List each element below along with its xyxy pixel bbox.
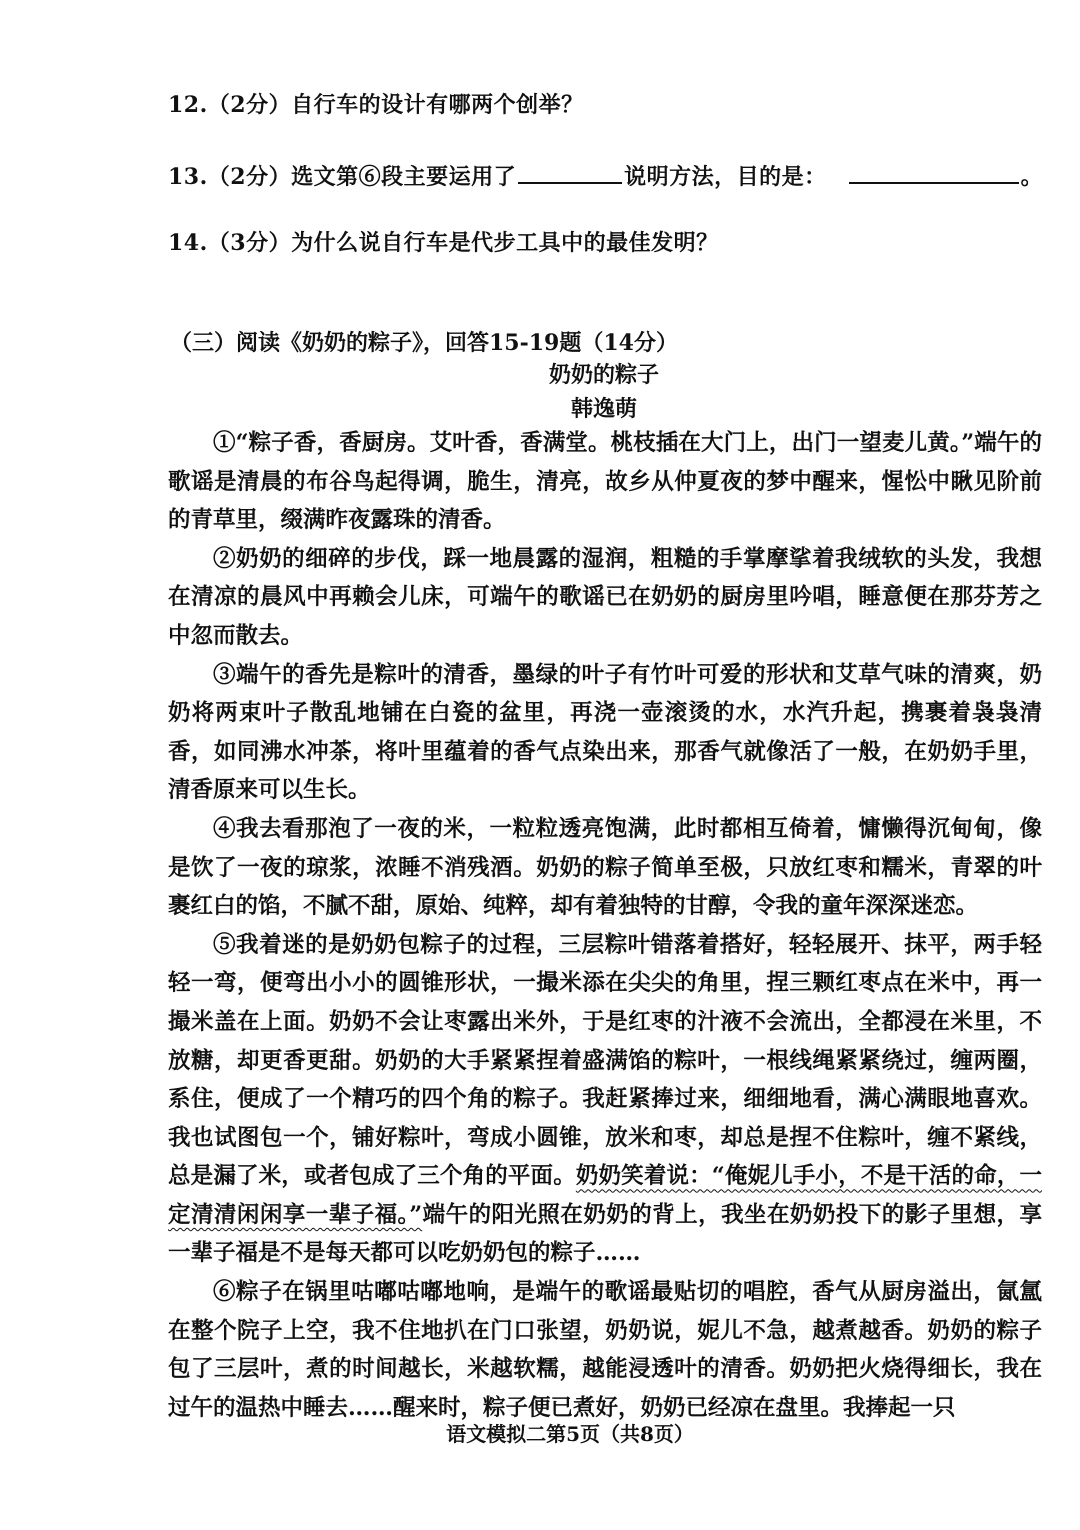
question-14-text: 14.（3分）为什么说自行车是代步工具中的最佳发明？ bbox=[168, 230, 719, 256]
answer-blank-purpose[interactable] bbox=[849, 160, 1019, 184]
page-footer: 语文模拟二第5页（共8页） bbox=[446, 1422, 694, 1446]
question-12 bbox=[168, 88, 584, 119]
underlined-quote: 奶奶笑着说：“俺妮儿手小，不是干活的命，一定清清闲闲享一辈子福。” bbox=[168, 1163, 1042, 1228]
article-title: 奶奶的粽子 bbox=[548, 362, 659, 388]
paragraph-5 bbox=[168, 926, 1042, 1273]
question-12-text: 12.（2分）自行车的设计有哪两个创举？ bbox=[168, 92, 584, 118]
question-14 bbox=[168, 226, 719, 257]
article-body bbox=[168, 424, 1042, 1427]
question-13-text-middle: 说明方法，目的是： bbox=[624, 164, 827, 190]
article-author: 韩逸萌 bbox=[570, 396, 637, 422]
paragraph-1: ①“粽子香，香厨房。艾叶香，香满堂。桃枝插在大门上，出门一望麦儿黄。”端午的歌谣是清晨的布谷鸟起得调，脆生，清亮，故乡从仲夏夜的梦中醒来，惺忪中瞅见阶前的青草里，缀满昨夜露珠的清香。 bbox=[168, 430, 1042, 534]
question-13 bbox=[168, 160, 1043, 191]
answer-blank-method[interactable] bbox=[518, 160, 622, 184]
paragraph-6: ⑥粽子在锅里咕嘟咕嘟地响，是端午的歌谣最贴切的唱腔，香气从厨房溢出，氤氲在整个院子上空，我不住地扒在门口张望，奶奶说，妮儿不急，越煮越香。奶奶的粽子包了三层叶，煮的时间越长，米越软糯，越能浸透叶的清香。奶奶把火烧得细长，我在过午的温热中睡去……醒来时，粽子便已煮好，奶奶已经凉在盘里。我捧起一只 bbox=[168, 1279, 1042, 1421]
paragraph-4: ④我去看那泡了一夜的米，一粒粒透亮饱满，此时都相互倚着，慵懒得沉甸甸，像是饮了一夜的琼浆，浓睡不消残酒。奶奶的粽子简单至极，只放红枣和糯米，青翠的叶裹红白的馅，不腻不甜，原始、纯粹，却有着独特的甘醇，令我的童年深深迷恋。 bbox=[168, 815, 1042, 920]
paragraph-3: ③端午的香先是粽叶的清香，墨绿的叶子有竹叶可爱的形状和艾草气味的清爽，奶奶将两束叶子散乱地铺在白瓷的盆里，再浇一壶滚烫的水，水汽升起，携裹着袅袅清香，如同沸水冲茶，将叶里蕴着的香气点染出来，那香气就像活了一般，在奶奶手里，清香原来可以生长。 bbox=[168, 661, 1042, 804]
paragraph-5-part-b: 端午的阳光照在奶奶的背上，我坐在奶奶投下的影子里想，享一辈子福是不是每天都可以吃奶奶包的粽子…… bbox=[168, 1201, 1042, 1267]
paragraph-5-part-a: ⑤我着迷的是奶奶包粽子的过程，三层粽叶错落着搭好，轻轻展开、抹平，两手轻轻一弯，便弯出小小的圆锥形状，一撮米添在尖尖的角里，捏三颗红枣点在米中，再一撮米盖在上面。奶奶不会让枣露出米外，于是红枣的汁液不会流出，全都浸在米里，不放糖，却更香更甜。奶奶的大手紧紧捏着盛满馅的粽叶，一根线绳紧紧绕过，缠两圈，系住，便成了一个精巧的四个角的粽子。我赶紧捧过来，细细地看，满心满眼地喜欢。我也试图包一个，铺好粽叶，弯成小圆锥，放米和枣，却总是捏不住粽叶，缠不紧线，总是漏了米，或者包成了三个角的平面。 bbox=[168, 931, 1042, 1190]
question-13-text-end: 。 bbox=[1020, 164, 1044, 190]
section-heading: （三）阅读《奶奶的粽子》，回答15-19题（14分） bbox=[170, 330, 678, 356]
paragraph-2: ②奶奶的细碎的步伐，踩一地晨露的湿润，粗糙的手掌摩挲着我绒软的头发，我想在清凉的晨风中再赖会儿床，可端午的歌谣已在奶奶的厨房里吟唱，睡意便在那芬芳之中忽而散去。 bbox=[168, 545, 1042, 649]
question-13-text-start: 13.（2分）选文第⑥段主要运用了 bbox=[168, 164, 517, 190]
